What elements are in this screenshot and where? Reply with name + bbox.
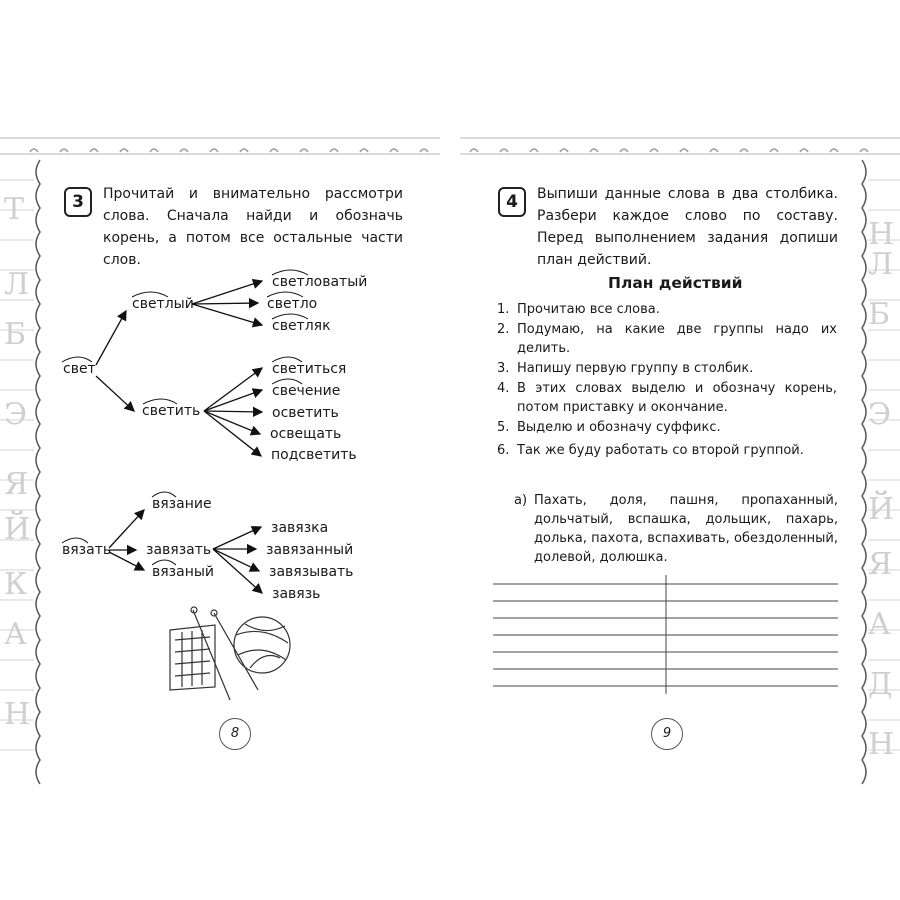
plan-item-text: Выделю и обозначу суффикс.	[517, 420, 721, 435]
task-instruction: Выпиши данные слова в два столбика. Разбери каждое слово по составу. Перед выполнением задания допиши план действий.	[537, 186, 838, 268]
tree-leaf-word: освещать	[270, 426, 342, 442]
knitting-illustration	[170, 607, 290, 700]
tree-branch-word: вязание	[152, 496, 212, 512]
plan-item	[497, 418, 837, 437]
tree-leaf-word: осветить	[272, 405, 339, 421]
plan-item-number: 4.	[497, 381, 510, 396]
tree-leaf-word: завязь	[272, 586, 321, 602]
plan-item-number: 6.	[497, 443, 510, 458]
decor-letter: Й	[4, 512, 31, 547]
tree-root-word: свет	[63, 361, 96, 377]
decor-letter: Д	[868, 667, 893, 702]
decor-letter: Л	[868, 247, 894, 282]
decor-letter: Б	[868, 297, 891, 332]
plan-item	[497, 441, 837, 460]
task-number-badge: 3	[64, 187, 92, 217]
plan-item-text: В этих словах выделю и обозначу корень, потом приставку и окончание.	[517, 381, 837, 415]
decor-letter: Л	[4, 267, 30, 302]
plan-item	[497, 320, 837, 358]
exercise-text: Пахать, доля, пашня, пропаханный, дольчатый, вспашка, дольщик, пахарь, долька, пахота, вспахивать, обездоленный, долевой, долюшка.	[534, 493, 838, 565]
tree-root-word: вязать	[62, 542, 112, 558]
decor-letter: Й	[868, 492, 895, 527]
plan-item-text: Подумаю, на какие две группы надо их делить.	[517, 322, 837, 356]
tree-leaf-word: подсветить	[271, 447, 357, 463]
exercise-word-list	[514, 491, 838, 567]
decor-letter: Э	[868, 397, 891, 432]
page-number-8: 8	[219, 718, 251, 750]
decor-letter: Н	[868, 217, 895, 252]
plan-item-text: Напишу первую группу в столбик.	[517, 361, 754, 376]
decor-letter: Я	[4, 467, 29, 502]
plan-item-number: 1.	[497, 302, 510, 317]
tree-leaf-word: завязанный	[266, 542, 354, 558]
tree-branch-word: завязать	[146, 542, 212, 558]
tree-leaf-word: свечение	[272, 383, 341, 399]
tree-leaf-word: светляк	[272, 318, 331, 334]
decor-letter: Н	[868, 727, 895, 762]
decor-letter: Б	[4, 317, 27, 352]
exercise-label: а)	[514, 493, 528, 508]
plan-item	[497, 300, 837, 319]
plan-item	[497, 359, 837, 378]
plan-item	[497, 379, 837, 417]
plan-item-text: Так же буду работать со второй группой.	[517, 443, 804, 458]
decor-letter: Я	[868, 547, 893, 582]
decor-letter: Т	[4, 192, 25, 227]
tree-leaf-word: завязка	[271, 520, 329, 536]
task-instruction: Прочитай и внимательно рассмотри слова. Сначала найди и обозначь корень, а потом все остальные части слов.	[103, 186, 403, 268]
plan-item-number: 2.	[497, 322, 510, 337]
plan-title: План действий	[608, 274, 743, 292]
decor-letter: К	[4, 567, 28, 602]
decor-letter: А	[868, 607, 891, 642]
root-arcs	[62, 270, 308, 565]
decor-letter: Э	[4, 397, 27, 432]
page-number-9: 9	[651, 718, 683, 750]
tree-branch-word: вязаный	[152, 564, 215, 580]
plan-item-text: Прочитаю все слова.	[517, 302, 660, 317]
decor-letter: А	[4, 617, 27, 652]
tree-leaf-word: светиться	[272, 361, 347, 377]
plan-item-number: 5.	[497, 420, 510, 435]
tree-branch-word: светить	[142, 403, 201, 419]
decor-letter: Н	[4, 697, 31, 732]
plan-item-number: 3.	[497, 361, 510, 376]
tree-branch-word: светлый	[132, 296, 194, 312]
tree-leaf-word: светло	[267, 296, 318, 312]
tree-leaf-word: завязывать	[269, 564, 354, 580]
tree-leaf-word: светловатый	[272, 274, 368, 290]
task-number-badge: 4	[498, 187, 526, 217]
